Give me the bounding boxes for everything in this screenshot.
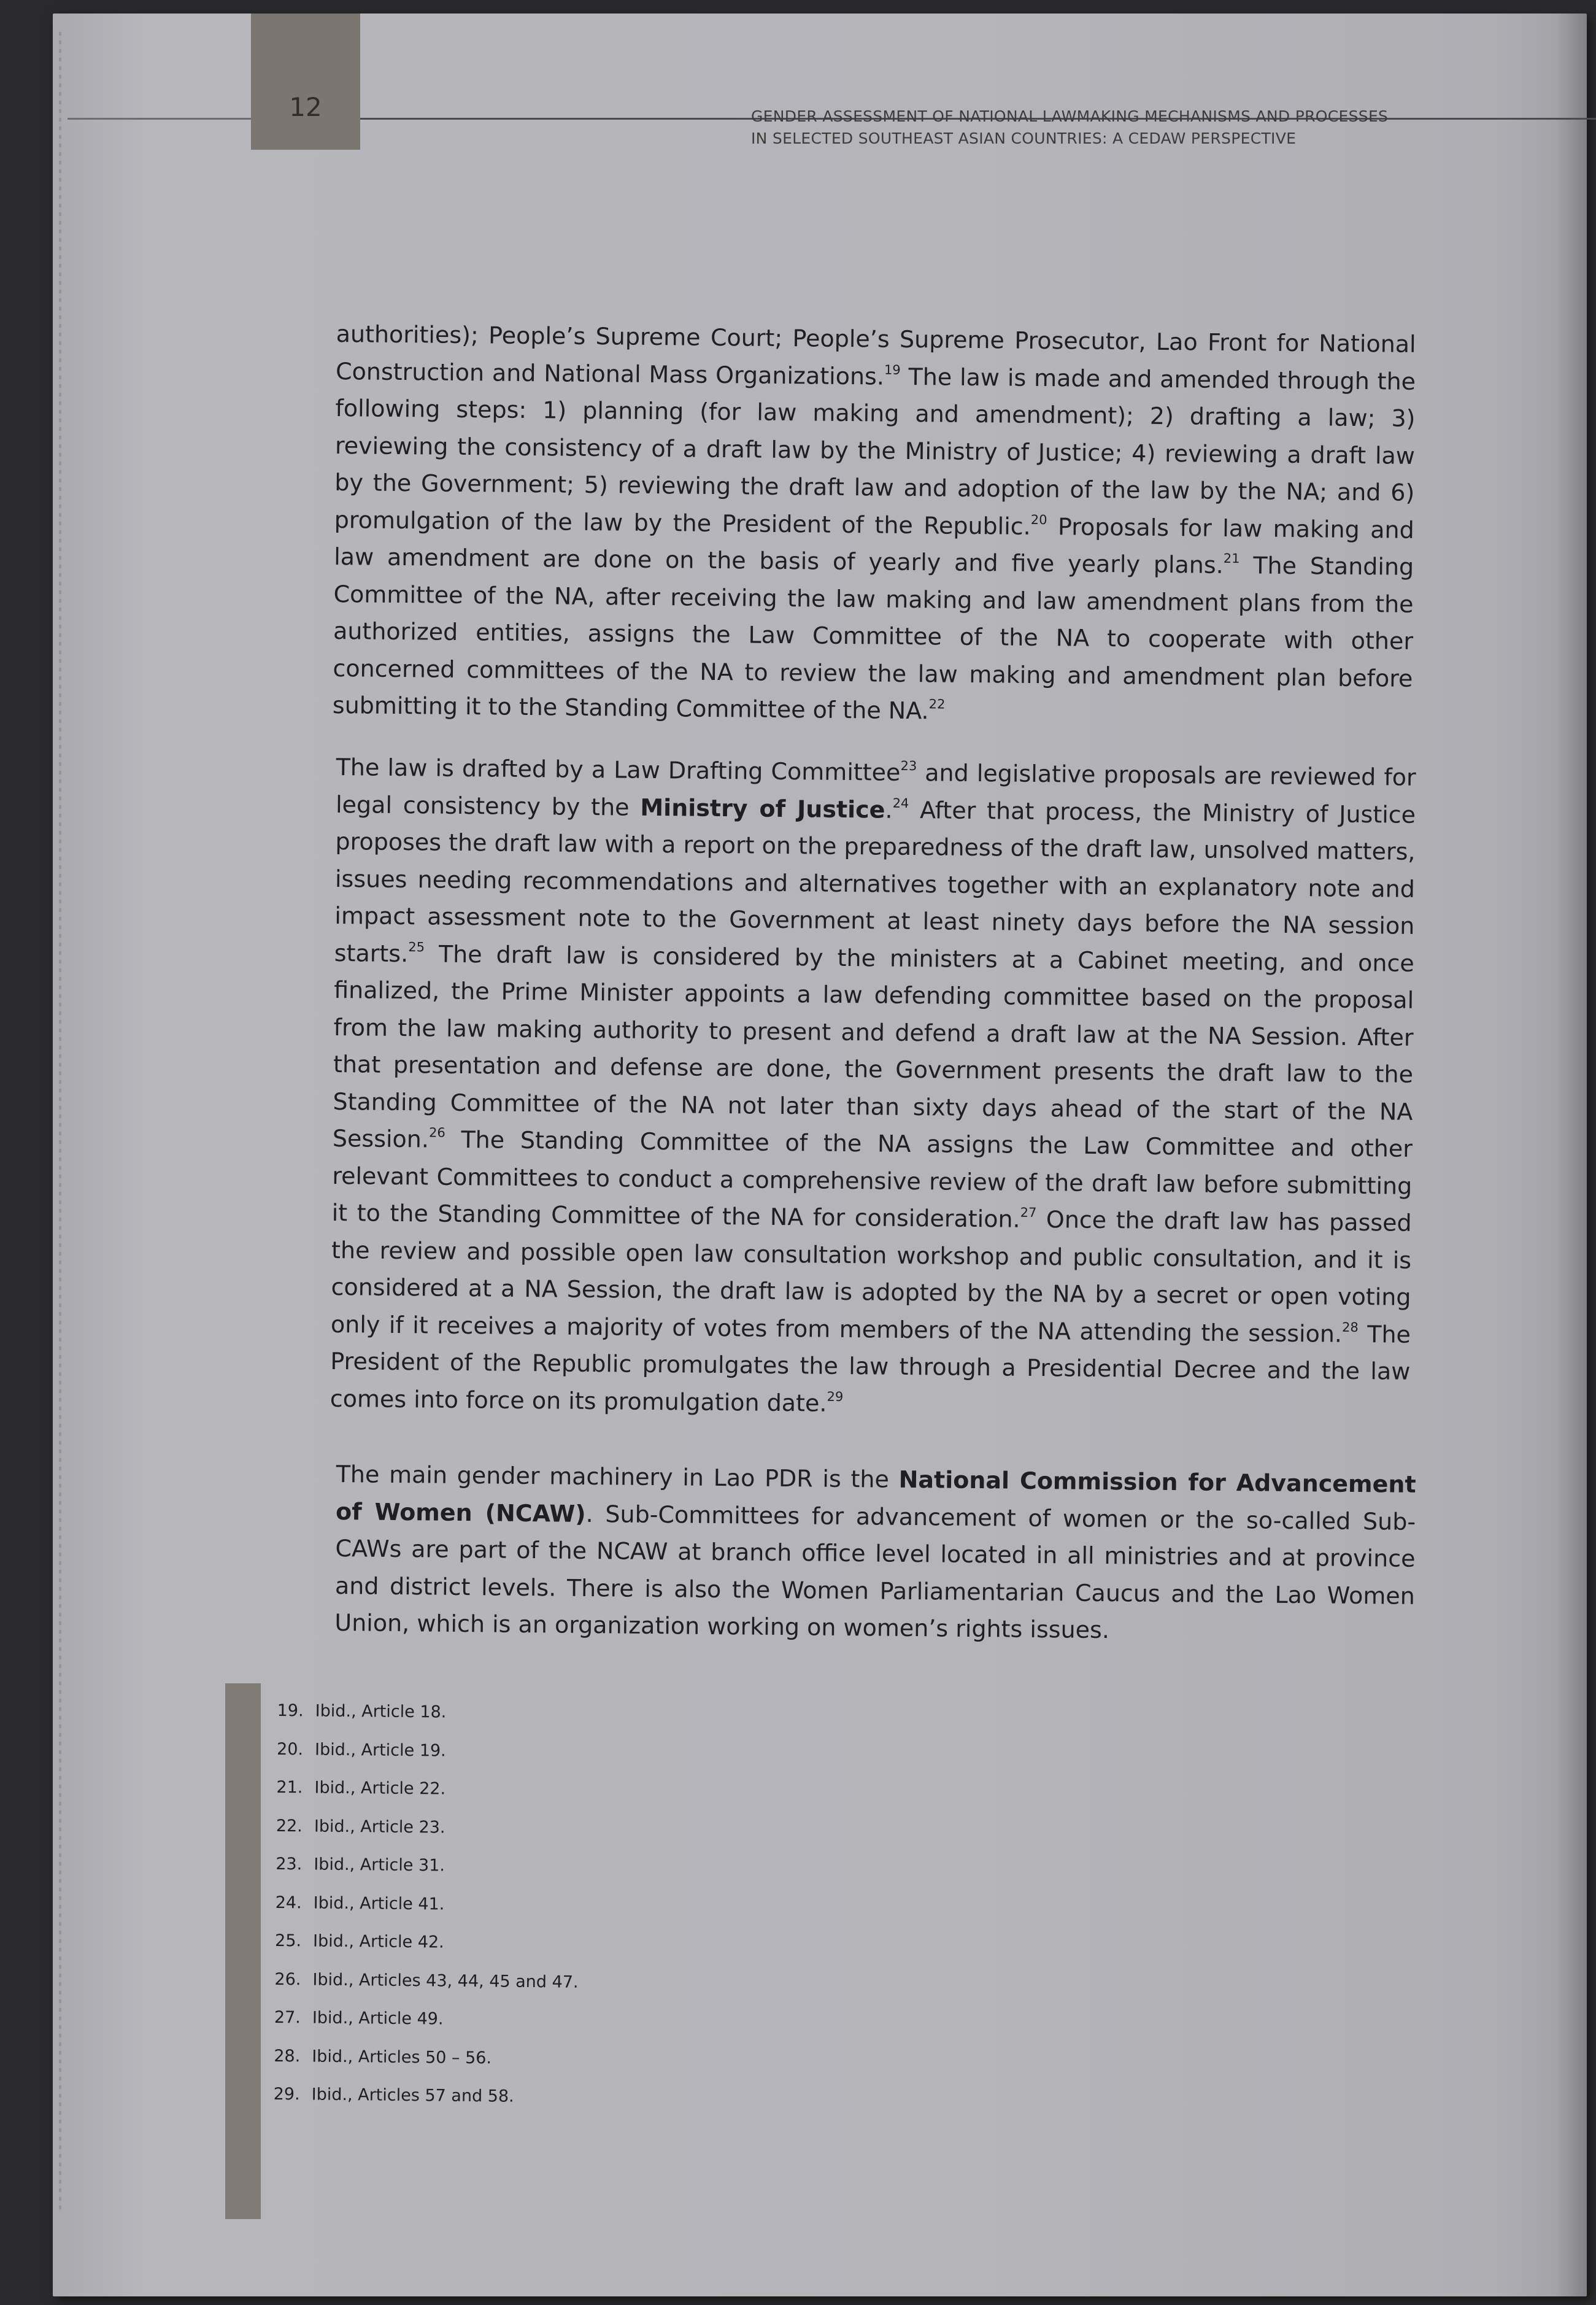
footnote-item xyxy=(275,1922,828,1966)
footnote-number: 24. xyxy=(275,1893,302,1912)
footnote-item xyxy=(276,1845,828,1889)
footnote-text: Ibid., Article 18. xyxy=(315,1701,447,1722)
paragraph-3 xyxy=(334,1456,1416,1651)
text-run: authorities); People’s Supreme Court; People’s Supreme Prosecutor, Lao Front for National Construction and National Mass Organizations. xyxy=(335,320,1416,390)
footnote-ref[interactable]: 20 xyxy=(1030,512,1047,527)
footnote-ref[interactable]: 23 xyxy=(900,758,917,774)
running-header-line-2: IN SELECTED SOUTHEAST ASIAN COUNTRIES: A CEDAW PERSPECTIVE xyxy=(751,129,1297,147)
bold-term: National Commission for Advancement of Women (NCAW) xyxy=(335,1465,1416,1527)
footnote-number: 27. xyxy=(274,2007,301,2028)
footnote-text: Ibid., Article 31. xyxy=(314,1855,445,1875)
footnote-item xyxy=(277,1692,830,1736)
footnote-item xyxy=(277,1730,830,1774)
footnote-ref[interactable]: 24 xyxy=(892,795,909,811)
binding-edge xyxy=(59,32,61,2210)
footnote-number: 19. xyxy=(277,1701,304,1721)
footnote-item xyxy=(274,2037,827,2080)
bold-term: Ministry of Justice xyxy=(640,793,885,824)
footnote-text: Ibid., Article 19. xyxy=(314,1740,446,1761)
footnote-number: 29. xyxy=(273,2084,300,2104)
footnote-number: 28. xyxy=(274,2046,301,2066)
paragraph-1 xyxy=(333,315,1416,734)
footnote-number: 23. xyxy=(276,1854,303,1874)
footnote-ref[interactable]: 26 xyxy=(428,1125,445,1140)
text-run: The draft law is considered by the ministers at a Cabinet meeting, and once finalized, the Prime Minister appoints a law defending committee based on the proposal from the law making authority to present and defend a draft law at the NA Session. After that presentation and defense are done, the Government presents the draft law to the Standing Committee of the NA not later than sixty days ahead of the start of the NA Session. xyxy=(332,940,1414,1153)
footnote-item xyxy=(273,2075,826,2119)
footnote-bar xyxy=(225,1683,261,2219)
footnote-text: Ibid., Article 49. xyxy=(312,2008,444,2029)
footnote-text: Ibid., Article 42. xyxy=(312,1931,444,1952)
text-run: The law is drafted by a Law Drafting Committee xyxy=(336,753,901,786)
footnote-number: 22. xyxy=(276,1816,303,1836)
text-run: The law is made and amended through the following steps: 1) planning (for law making and amendment); 2) drafting a law; 3) reviewing the consistency of a draft law by the Ministry of Justice; 4) reviewing a draft law by the Government; 5) reviewing the draft law and adoption of the law by the NA; and 6) promulgation of the law by the President of the Republic. xyxy=(334,363,1416,540)
footnote-text: Ibid., Articles 57 and 58. xyxy=(311,2085,514,2106)
text-run: . Sub-Committees for advancement of women or the so-called Sub-CAWs are part of the NCAW at branch office level located in all ministries and at province and district levels. There is also the Women Parliamentarian Caucus and the Lao Women Union, which is an organization working on women’s rights issues. xyxy=(334,1500,1416,1644)
footnote-ref[interactable]: 29 xyxy=(827,1389,844,1404)
paragraph-2 xyxy=(330,749,1416,1427)
footnote-number: 20. xyxy=(276,1739,304,1759)
footnotes-list xyxy=(273,1692,830,2119)
text-run: and legislative proposals are reviewed for legal consistency by the xyxy=(335,759,1416,821)
footnote-number: 21. xyxy=(276,1777,303,1797)
footnote-item xyxy=(274,1999,827,2042)
header-rule-left xyxy=(67,118,252,120)
text-run: The main gender machinery in Lao PDR is the xyxy=(336,1460,899,1493)
footnote-number: 26. xyxy=(274,1969,301,1989)
footnote-text: Ibid., Articles 50 – 56. xyxy=(312,2047,492,2068)
text-run: Once the draft law has passed the review and possible open law consultation workshop and public consultation, and it is considered at a NA Session, the draft law is adopted by the NA by a secret or open voting only if it receives a majority of votes from members of the NA attending the session. xyxy=(330,1205,1412,1348)
footnote-item xyxy=(274,1960,827,2004)
running-header-line-1: GENDER ASSESSMENT OF NATIONAL LAWMAKING MECHANISMS AND PROCESSES xyxy=(751,107,1389,125)
text-run: The Standing Committee of the NA, after receiving the law making and law amendment plans from the authorized entities, assigns the Law Committee of the NA to cooperate with other concerned committees of the NA to review the law making and amendment plan before submitting it to the Standing Committee of the NA. xyxy=(332,552,1414,725)
footnote-text: Ibid., Article 41. xyxy=(313,1893,445,1914)
page-number-tab xyxy=(251,14,360,150)
page-edge-shadow xyxy=(1556,14,1587,2296)
footnote-ref[interactable]: 21 xyxy=(1223,550,1240,566)
footnote-text: Ibid., Articles 43, 44, 45 and 47. xyxy=(312,1970,579,1992)
footnote-ref[interactable]: 27 xyxy=(1020,1205,1037,1220)
text-run: . xyxy=(885,796,893,824)
text-run: The Standing Committee of the NA assigns the Law Committee and other relevant Committees to conduct a comprehensive review of the draft law before submitting it to the Standing Committee of the NA for consideration. xyxy=(331,1125,1413,1233)
footnote-text: Ibid., Article 23. xyxy=(314,1817,445,1837)
footnote-item xyxy=(276,1807,829,1850)
text-run: Proposals for law making and law amendment are done on the basis of yearly and five yearly plans. xyxy=(334,512,1414,579)
text-run: After that process, the Ministry of Justice proposes the draft law with a report on the preparedness of the draft law, unsolved matters, issues needing recommendations and alternatives together with an explanatory note and impact assessment note to the Government at least ninety days before the NA session starts. xyxy=(334,796,1416,967)
footnote-item xyxy=(276,1769,829,1812)
footnote-text: Ibid., Article 22. xyxy=(314,1778,446,1799)
footnote-ref[interactable]: 22 xyxy=(928,697,946,712)
footnote-ref[interactable]: 28 xyxy=(1341,1319,1359,1335)
footnote-ref[interactable]: 25 xyxy=(408,939,425,954)
footnote-number: 25. xyxy=(274,1931,302,1951)
text-run: The President of the Republic promulgates the law through a Presidential Decree and the law comes into force on its promulgation date. xyxy=(330,1320,1411,1417)
footnote-item xyxy=(275,1883,828,1927)
running-header xyxy=(751,106,1561,150)
footnote-ref[interactable]: 19 xyxy=(884,362,901,377)
page-number: 12 xyxy=(289,92,322,122)
